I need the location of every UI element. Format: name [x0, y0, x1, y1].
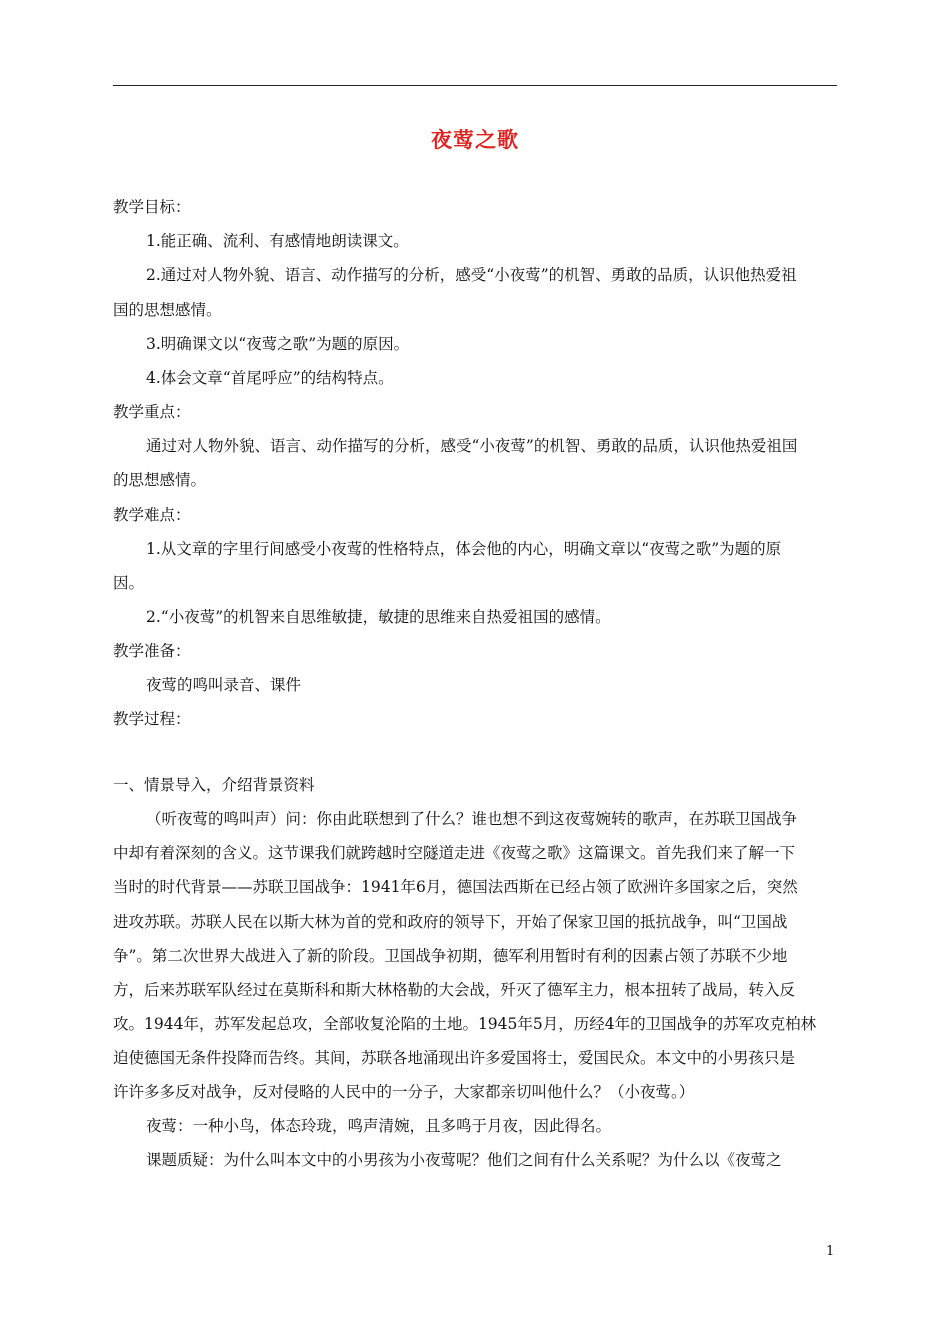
section-heading-preparation: 教学准备：: [113, 642, 191, 660]
paragraph-line: 2.通过对人物外貌、语言、动作描写的分析，感受“小夜莺”的机智、勇敢的品质，认识他热爱祖: [146, 266, 797, 284]
section-heading-key-points: 教学重点：: [113, 403, 191, 421]
paragraph-line: 因。: [113, 574, 145, 592]
section-heading-difficulties: 教学难点：: [113, 506, 191, 524]
paragraph-line: 夜莺的鸣叫录音、课件: [146, 676, 302, 694]
paragraph-line: 迫使德国无条件投降而告终。其间，苏联各地涌现出许多爱国将士，爱国民众。本文中的小男孩只是: [113, 1049, 796, 1067]
paragraph-line: 许许多多反对战争，反对侵略的人民中的一分子，大家都亲切叫他什么？（小夜莺。）: [113, 1083, 695, 1101]
paragraph-line: 3.明确课文以“夜莺之歌”为题的原因。: [146, 335, 410, 353]
paragraph-line: 国的思想感情。: [113, 301, 222, 319]
paragraph-line: 当时的时代背景——苏联卫国战争：1941年6月，德国法西斯在已经占领了欧洲许多国家之后，突然: [113, 878, 798, 896]
page-number: 1: [826, 1244, 835, 1259]
paragraph-line: 争”。第二次世界大战进入了新的阶段。卫国战争初期，德军利用暂时有利的因素占领了苏联不少地: [113, 947, 788, 965]
paragraph-line: 进攻苏联。苏联人民在以斯大林为首的党和政府的领导下，开始了保家卫国的抵抗战争，叫“卫国战: [113, 913, 788, 931]
paragraph-line: （听夜莺的鸣叫声）问：你由此联想到了什么？谁也想不到这夜莺婉转的歌声，在苏联卫国战争: [146, 810, 798, 828]
paragraph-line: 攻。1944年，苏军发起总攻，全部收复沦陷的土地。1945年5月，历经4年的卫国战争的苏军攻克柏林: [113, 1015, 817, 1033]
paragraph-line: 通过对人物外貌、语言、动作描写的分析，感受“小夜莺”的机智、勇敢的品质，认识他热爱祖国: [146, 437, 798, 455]
paragraph-line: 1.从文章的字里行间感受小夜莺的性格特点，体会他的内心，明确文章以“夜莺之歌”为题的原: [146, 540, 782, 558]
paragraph-line: 课题质疑：为什么叫本文中的小男孩为小夜莺呢？他们之间有什么关系呢？为什么以《夜莺之: [146, 1151, 782, 1169]
paragraph-line: 夜莺：一种小鸟，体态玲珑，鸣声清婉，且多鸣于月夜，因此得名。: [146, 1117, 612, 1135]
subsection-heading: 一、情景导入，介绍背景资料: [113, 776, 315, 794]
paragraph-line: 中却有着深刻的含义。这节课我们就跨越时空隧道走进《夜莺之歌》这篇课文。首先我们来了解一下: [113, 844, 796, 862]
paragraph-line: 方，后来苏联军队经过在莫斯科和斯大林格勒的大会战，歼灭了德军主力，根本扭转了战局，转入反: [113, 981, 796, 999]
paragraph-line: 2.“小夜莺”的机智来自思维敏捷，敏捷的思维来自热爱祖国的感情。: [146, 608, 611, 626]
section-heading-objectives: 教学目标：: [113, 198, 191, 216]
paragraph-line: 1.能正确、流利、有感情地朗读课文。: [146, 232, 409, 250]
paragraph-line: 4.体会文章“首尾呼应”的结构特点。: [146, 369, 394, 387]
document-title: 夜莺之歌: [431, 127, 519, 152]
paragraph-line: 的思想感情。: [113, 471, 207, 489]
section-heading-process: 教学过程：: [113, 710, 191, 728]
header-rule: [113, 85, 837, 86]
